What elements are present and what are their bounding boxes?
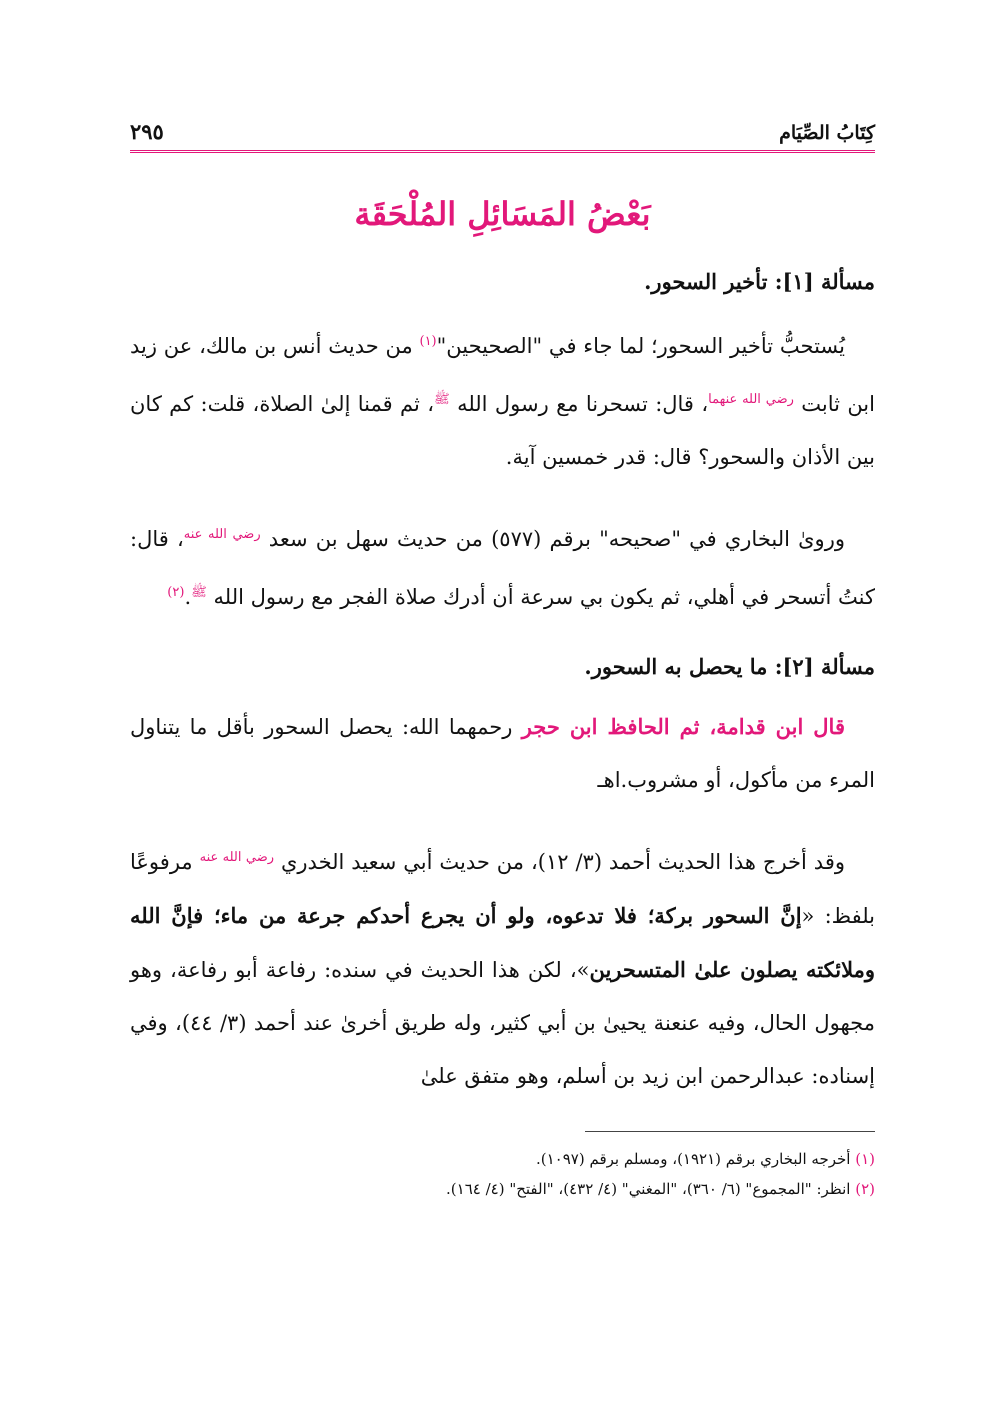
footnote-1-number: (١) [855, 1150, 875, 1168]
paragraph-2-text-b: ، قال: كنتُ أتسحر في أهلي، ثم يكون بي سرعة أن أدرك صلاة الفجر مع رسول الله [130, 527, 875, 609]
honorific-glyph: ﷺ [191, 585, 207, 600]
paragraph-3-text: رحمهما الله: يحصل السحور بأقل ما يتناول المرء من مأكول، أو مشروب.اهـ [130, 715, 875, 792]
paragraph-1-text-c: ، قال: تسحرنا مع رسول الله [449, 392, 709, 416]
paragraph-1-text-d: ، ثم قمنا إلىٰ الصلاة، قلت: كم كان بين الأذان والسحور؟ قال: قدر خمسين آية. [130, 392, 875, 469]
paragraph-4-text-b: مرفوعًا بلفظ: « [130, 850, 875, 928]
paragraph-2 [130, 508, 875, 624]
honorific-glyph: ﷺ [434, 392, 450, 407]
hadith-quote: إنَّ السحور بركة؛ فلا تدعوه، ولو أن يجرع أحدكم جرعة من ماء؛ فإنَّ الله وملائكته يصلون علىٰ المتسحرين [130, 903, 876, 982]
honorific-glyph: رضي الله عنه [183, 527, 261, 542]
paragraph-1-text-b: من حديث أنس بن مالك، عن زيد ابن ثابت [130, 334, 875, 416]
footnote-2-text: انظر: "المجموع" (٦/ ٣٦٠)، "المغني" (٤/ ٤٣٢)، "الفتح" (٤/ ١٦٤). [446, 1180, 856, 1198]
page-header [130, 110, 875, 153]
paragraph-2-text-a: ورویٰ البخاري في "صحيحه" برقم (٥٧٧) من حديث سهل بن سعد [260, 527, 845, 551]
footnote-divider [585, 1131, 875, 1132]
paragraph-3 [130, 700, 875, 807]
issue-2-title: مسألة [٢]: ما يحصل به السحور. [584, 654, 875, 679]
paragraph-4-text-a: وقد أخرج هذا الحديث أحمد (٣/ ١٢)، من حديث أبي سعيد الخدري [274, 850, 846, 874]
honorific-glyph: رضي الله عنهما [708, 392, 794, 407]
paragraph-4-text-c: »، لكن هذا الحديث في سنده: رفاعة أبو رفاعة، وهو مجهول الحال، وفيه عنعنة يحيىٰ بن أبي كثير، وله طريق أخرىٰ عند أحمد (٣/ ٤٤)، وفي إسناده: عبدالرحمن ابن زيد بن أسلم، وهو متفق علىٰ [130, 958, 875, 1088]
footnote-ref-2[interactable]: (٢) [167, 585, 185, 600]
paragraph-1 [130, 315, 875, 484]
section-title: بَعْضُ المَسَائِلِ المُلْحَقَة [354, 195, 651, 233]
book-page [130, 110, 875, 1204]
footnote-1 [130, 1144, 875, 1174]
paragraph-2-text-c: . [184, 585, 192, 609]
honorific-glyph: رضي الله عنه [199, 850, 275, 865]
paragraph-4 [130, 831, 875, 1103]
footnotes [130, 1144, 875, 1204]
footnote-1-text: أخرجه البخاري برقم (١٩٢١)، ومسلم برقم (١٠٩٧). [536, 1150, 856, 1168]
footnote-ref-1[interactable]: (١) [419, 334, 437, 349]
running-title: كِتَابُ الصِّيَام [779, 122, 875, 144]
footnote-2-number: (٢) [855, 1180, 875, 1198]
page-number: ٢٩٥ [130, 119, 164, 144]
highlighted-scholars: قال ابن قدامة، ثم الحافظ ابن حجر [521, 714, 845, 739]
paragraph-1-text-a: يُستحبُّ تأخير السحور؛ لما جاء في "الصحيحين" [436, 334, 845, 358]
footnote-2 [130, 1174, 875, 1204]
issue-1-title: مسألة [١]: تأخير السحور. [644, 269, 875, 294]
